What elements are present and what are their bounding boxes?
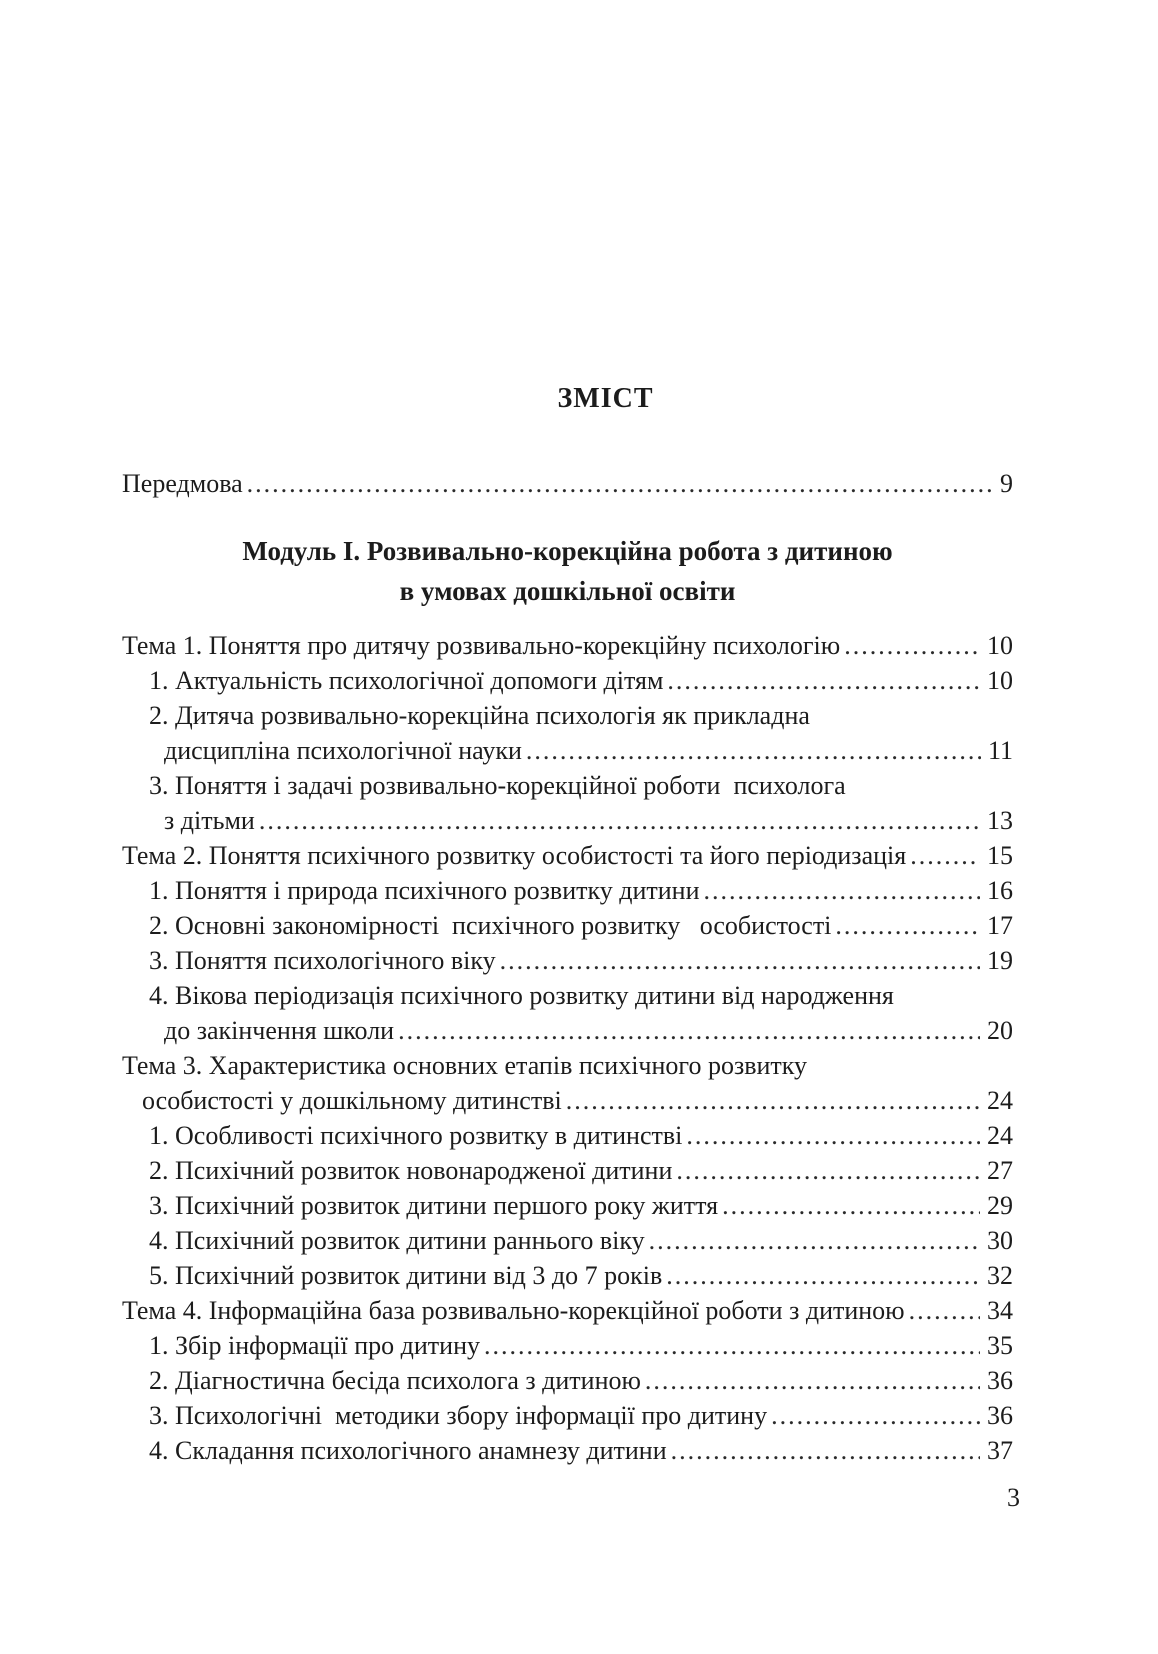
toc-row — [122, 838, 1013, 873]
toc-row — [122, 873, 1013, 908]
page-number: 11 — [987, 736, 1013, 765]
toc-entry-text: до закінчення школи — [164, 1016, 395, 1045]
toc-row — [122, 1188, 1013, 1223]
folio-page-number: 3 — [1007, 1483, 1020, 1512]
toc-entry-text: 1. Збір інформації про дитину — [149, 1331, 480, 1360]
dot-leader — [649, 1223, 980, 1258]
dot-leader — [704, 873, 981, 908]
toc-row — [122, 1083, 1013, 1118]
toc-entry-text: 1. Поняття і природа психічного розвитку дитини — [149, 876, 700, 905]
page-number: 15 — [987, 841, 1013, 870]
dot-leader — [526, 733, 981, 768]
toc-row — [122, 1153, 1013, 1188]
toc-row — [122, 803, 1013, 838]
dot-leader — [722, 1188, 980, 1223]
toc-entry-text: 4. Вікова періодизація психічного розвитку дитини від народження — [149, 981, 894, 1010]
toc-entry-text: 4. Психічний розвиток дитини раннього віку — [149, 1226, 645, 1255]
toc-entry-text: Передмова — [122, 469, 243, 498]
toc-entry-text: 3. Поняття психологічного віку — [149, 946, 496, 975]
toc-entry-text: 5. Психічний розвиток дитини від 3 до 7 років — [149, 1261, 663, 1290]
page-number: 35 — [987, 1331, 1013, 1360]
toc-entry-text: 4. Складання психологічного анамнезу дитини — [149, 1436, 667, 1465]
toc-row — [122, 733, 1013, 768]
toc-entry-text: дисципліна психологічної науки — [164, 736, 522, 765]
toc-entry-text: 1. Актуальність психологічної допомоги дітям — [149, 666, 664, 695]
toc-row — [122, 1258, 1013, 1293]
toc-entry-text: 2. Основні закономірності психічного розвитку особистості — [149, 911, 832, 940]
page-number: 10 — [987, 631, 1013, 660]
module-heading-line1: Модуль І. Розвивально-корекційна робота з дитиною — [242, 536, 893, 566]
toc-entry-text: Тема 4. Інформаційна база розвивально-корекційної роботи з дитиною — [122, 1296, 905, 1325]
toc-row — [122, 1013, 1013, 1048]
toc-entry-text: з дітьми — [164, 806, 255, 835]
dot-leader — [667, 663, 980, 698]
toc-row — [122, 1363, 1013, 1398]
toc-entry-text: особистості у дошкільному дитинстві — [142, 1086, 562, 1115]
page-number: 24 — [987, 1086, 1013, 1115]
toc-entry-text: Тема 3. Характеристика основних етапів психічного розвитку — [122, 1051, 808, 1080]
toc-row — [122, 1223, 1013, 1258]
page-number: 20 — [987, 1016, 1013, 1045]
toc-row — [122, 908, 1013, 943]
dot-leader — [676, 1153, 980, 1188]
toc-entry-text: 3. Поняття і задачі розвивально-корекційної роботи психолога — [149, 771, 846, 800]
page-number: 9 — [1000, 469, 1013, 498]
preface-row — [122, 466, 1013, 501]
toc-row — [122, 978, 1013, 1013]
toc-entry-text: 3. Психологічні методики збору інформації про дитину — [149, 1401, 768, 1430]
toc-row — [122, 1293, 1013, 1328]
page-number: 30 — [987, 1226, 1013, 1255]
page-number: 36 — [987, 1401, 1013, 1430]
toc-entry-text: 1. Особливості психічного розвитку в дитинстві — [149, 1121, 683, 1150]
toc-row — [122, 628, 1013, 663]
page-number: 29 — [987, 1191, 1013, 1220]
dot-leader — [500, 943, 980, 978]
toc-row — [122, 1328, 1013, 1363]
dot-leader — [909, 1293, 980, 1328]
toc-entry-text: 3. Психічний розвиток дитини першого року життя — [149, 1191, 719, 1220]
module-heading-line2: в умовах дошкільної освіти — [399, 576, 736, 606]
page-number: 34 — [987, 1296, 1013, 1325]
dot-leader — [398, 1013, 980, 1048]
dot-leader — [666, 1258, 980, 1293]
dot-leader — [566, 1083, 980, 1118]
dot-leader — [835, 908, 980, 943]
dot-leader — [671, 1433, 980, 1468]
page-number: 19 — [987, 946, 1013, 975]
toc-row — [122, 663, 1013, 698]
contents-title: ЗМІСТ — [557, 382, 654, 414]
toc-row — [122, 1398, 1013, 1433]
toc-row — [122, 943, 1013, 978]
page-number: 36 — [987, 1366, 1013, 1395]
dot-leader — [771, 1398, 980, 1433]
dot-leader — [247, 466, 993, 501]
toc-row — [122, 1433, 1013, 1468]
toc-entry-text: 2. Психічний розвиток новонародженої дитини — [149, 1156, 673, 1185]
page-number: 27 — [987, 1156, 1013, 1185]
toc-entry-text: 2. Дитяча розвивально-корекційна психологія як прикладна — [149, 701, 810, 730]
module-heading — [122, 531, 1013, 611]
toc-entry-text: Тема 2. Поняття психічного розвитку особистості та його періодизація — [122, 841, 907, 870]
toc-entry-text: Тема 1. Поняття про дитячу розвивально-корекційну психологію — [122, 631, 841, 660]
page-number: 16 — [987, 876, 1013, 905]
dot-leader — [686, 1118, 980, 1153]
dot-leader — [844, 628, 980, 663]
toc-row — [122, 1118, 1013, 1153]
toc-entry-text: 2. Діагностична бесіда психолога з дитиною — [149, 1366, 641, 1395]
toc-row — [122, 698, 1013, 733]
page-number: 13 — [987, 806, 1013, 835]
toc-row — [122, 1048, 1013, 1083]
dot-leader — [645, 1363, 980, 1398]
dot-leader — [259, 803, 980, 838]
toc-list — [122, 628, 1013, 1468]
page-number: 24 — [987, 1121, 1013, 1150]
dot-leader — [484, 1328, 980, 1363]
dot-leader — [910, 838, 980, 873]
page-number: 17 — [987, 911, 1013, 940]
page-number: 10 — [987, 666, 1013, 695]
page-number: 37 — [987, 1436, 1013, 1465]
toc-row — [122, 768, 1013, 803]
page-number: 32 — [987, 1261, 1013, 1290]
